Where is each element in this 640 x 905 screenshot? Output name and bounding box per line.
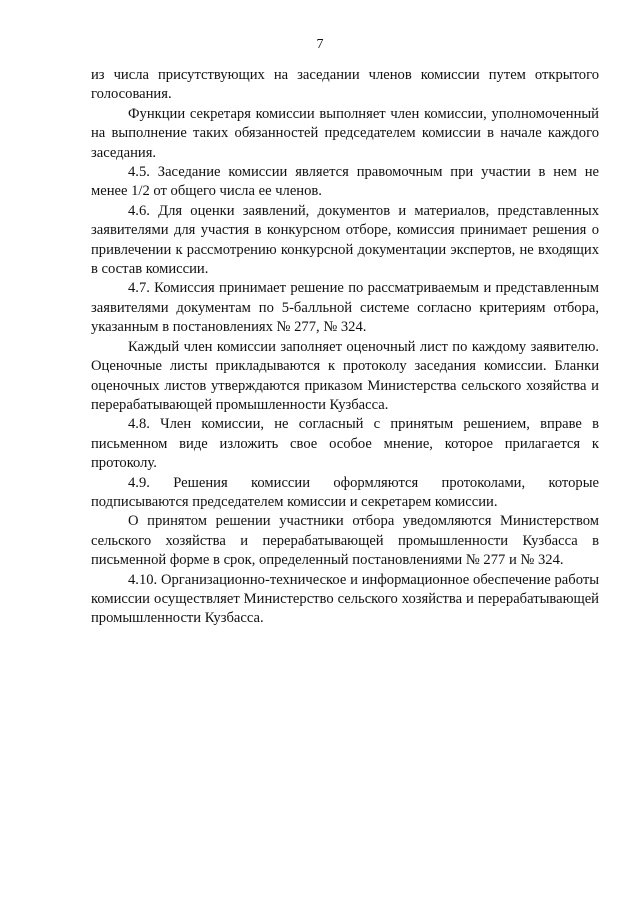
paragraph-8: 4.9. Решения комиссии оформляются протоколами, которые подписываются председателем комиссии и секретарем комиссии. <box>91 474 599 510</box>
paragraph-6: Каждый член комиссии заполняет оценочный лист по каждому заявителю. Оценочные листы прикладываются к протоколу заседания комиссии. Бланки оценочных листов утверждаются приказом Министерства сельского хозяйства и перерабатывающей промышленности Кузбасса. <box>91 338 599 413</box>
page-number: 7 <box>316 37 324 52</box>
paragraph-10: 4.10. Организационно-техническое и информационное обеспечение работы комиссии осуществляет Министерство сельского хозяйства и перерабатывающей промышленности Кузбасса. <box>91 571 599 627</box>
paragraph-7: 4.8. Член комиссии, не согласный с принятым решением, вправе в письменном виде изложить свое особое мнение, которое прилагается к протоколу. <box>91 416 599 472</box>
paragraph-5: 4.7. Комиссия принимает решение по рассматриваемым и представленным заявителями документам по 5-балльной системе согласно критериям отбора, указанным в постановлениях № 277, № 324. <box>91 280 599 336</box>
paragraph-2: Функции секретаря комиссии выполняет член комиссии, уполномоченный на выполнение таких обязанностей председателем комиссии в начале каждого заседания. <box>91 105 599 161</box>
paragraph-1: из числа присутствующих на заседании членов комиссии путем открытого голосования. <box>91 67 599 103</box>
document-body <box>91 66 599 629</box>
paragraph-9: О принятом решении участники отбора уведомляются Министерством сельского хозяйства и перерабатывающей промышленности Кузбасса в письменной форме в срок, определенный постановлениями № 277 и № 324. <box>91 513 599 569</box>
paragraph-4: 4.6. Для оценки заявлений, документов и материалов, представленных заявителями для участия в конкурсном отборе, комиссия принимает решения о привлечении к рассмотрению конкурсной документации экспертов, не входящих в состав комиссии. <box>91 202 599 278</box>
paragraph-3: 4.5. Заседание комиссии является правомочным при участии в нем не менее 1/2 от общего числа ее членов. <box>91 164 599 200</box>
